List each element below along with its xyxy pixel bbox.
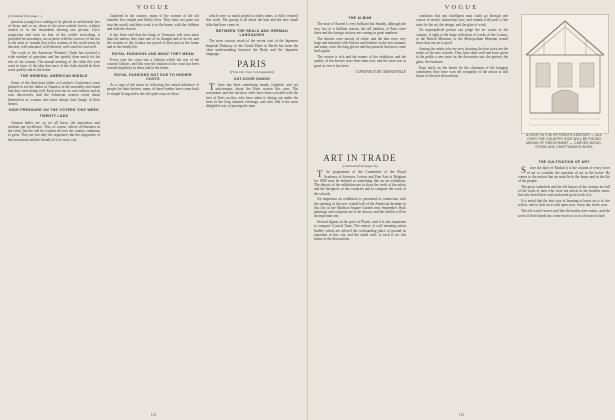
signature: CONSTANCE DE GRANGEVILLE <box>355 69 406 74</box>
paragraph: German ladies are, as we all know, the innovators and students par excellence. This, of course, affects all business in the cities, but the call for women all over the country continues to grow. They are not only the organizers but the supporters of the movement and the friends of it in every city. <box>8 120 100 142</box>
paragraph: Kept fairly on the bench by the chairman of the hanging committee, they have won the sympathy of the artists in this house of the new decorations. <box>416 65 508 79</box>
right-column-1b <box>314 150 406 404</box>
page-number-right: 115 <box>458 413 465 417</box>
figure-caption: A ROOF IN THE FIFTEENTH CENTURY — ALL OVER THE COUNTRY SIDE WILL BE FOUND MEANS OF ENRICHMENT — CARVED WOOD, STONE AND CRAFTSMAN'S WORK <box>526 133 602 149</box>
paragraph: It is noted that the best way of learning to know art is to live with it, and to look on it with open eyes, every day in the year. <box>518 199 610 208</box>
roof-illustration <box>522 15 608 133</box>
article-title-art-in-trade: ART IN TRADE <box>323 153 397 163</box>
section-heading: BETWEEN THE REALS AND GERMAN LANGUAGES <box>216 28 288 37</box>
correspondent-byline: (From Our Own Correspondent) <box>229 70 275 75</box>
paragraph: The taste of Kornel is very brilliant but Sunday, although the very last of a brilliant season, the old families of Paris were there and the foreign visitors are coming in great numbers. <box>314 22 406 35</box>
paragraph: Every year the court sets a fashion which the rest of the country follows, and this year the fashion of the court has been toward simplicity in dress and in the home. <box>107 57 199 71</box>
page-number-left: 114 <box>150 413 157 417</box>
section-heading: OUT-DOOR DINING <box>233 76 271 81</box>
section-heading: TWENTY LADS <box>39 114 69 119</box>
running-head-left: VOGUE <box>136 4 171 11</box>
paragraph: The programme of the Committee of the Royal Academy of Sciences, Letters and Fine Arts of Belgium for 1899 may be defined as something like an art exhibition. The objects of the exhibition are to show the work of the artists and the designers of the countries and to compare the work of the schools. <box>314 169 406 196</box>
paragraph: The work of the American Women's Clubs has touched a wide number of questions and has quietly done much for the rest of our country. The annual meeting of the clubs this year went in favor of the idea that most of the clubs should do their work quietly and in the home. <box>8 51 100 73</box>
section-heading: THE GENERAL AMERICAN MIDDLE <box>20 74 88 79</box>
paragraph: The old wood-carvers and the old smiths were artists, and the work of their hands has come down to us as a lesson in taste. <box>518 209 610 218</box>
paragraph: The most curious result of the recent visit of the Japanese Imperial Embassy to the Grand Duke in Berlin has been the clear understanding between the Reals and the Japanese language. <box>206 39 298 56</box>
paragraph: condition that any intelligent man could go through one course of artistic instruction now, and remain with such a fine taste for the art, the design, and the plan of work. <box>416 14 508 27</box>
left-column-2 <box>107 14 199 404</box>
paragraph: Among the artists who are now showing the best work are the artists of the new schools. They have done well and have given to the public a new taste for the decorative arts, the pottery, the glass, the furniture. <box>416 46 508 64</box>
paragraph: Several figures in the price of Plastic, and it is also important to compare Cynical Taste. The variety of well meaning artists findely which are offered the confounding place of ground its exponent of this city, and the small craft, to each is for this house of the decorations. <box>314 220 406 242</box>
section-heading: HIGH PRESSURE ON THE VOTERS THIS WEEK <box>8 108 100 113</box>
section-heading: ROYAL FASHIONS NOT DUE TO HIGHER COSTS <box>114 72 192 81</box>
paragraph: The great cathedrals and the old houses of the country are full of the work of men who were not artists in the modern sense, but who loved their craft and made good work of it. <box>518 184 610 198</box>
paragraph: The dresses were mostly of white, and the hats were very large and trimmed with flowers and feathers in the new manner, and many wore the long gloves and the parasols that have come back again. <box>314 36 406 54</box>
illustration-roof <box>521 14 609 134</box>
paragraph: Some of the American ladies at London's Conference were pleased to see the ladies of America in the assembly and found that they were doing well. Each year has its own interest and its own discoveries, and the American women wrote about themselves as women who have always had charge of their homes. <box>8 80 100 106</box>
paragraph: The season is rich and the names of the exhibitors and the quality of the dresses were finer than ever, and the taste was as good as ever it has been. <box>314 55 406 68</box>
running-head-right: VOGUE <box>444 4 479 11</box>
section-heading: ROYAL FASHIONS AND WHAT THEY MEAN <box>112 51 194 56</box>
continued-note: (Continued from page 26) <box>342 164 378 168</box>
paragraph: Gathered in the country, many of the women of the old families live simple and thrifty lives. They have not gone out into the world, and their work is in the home, with the children and with the church. <box>107 14 199 31</box>
paragraph: Since the days of Ruskin it is the custom of every lover of art to consider the question of art in the home. He comes to the notion that art must be in the home and in the life of the people. <box>518 165 610 183</box>
paragraph: As a sign of the times in following the actual influence of people for their interest, many of these leaders have come back to simple living and to the old quiet ways of dress. <box>107 83 199 96</box>
paragraph: No unprejudiced person can judge the art works of the country. A sight at the large collection of works of the Louvre, or the British Museum, or the Metropolitan Museum would show that our art is good. <box>416 28 508 46</box>
left-column-3 <box>206 14 298 404</box>
paragraph: It has been said that the kings of Germany rule over more than the nation; they take care of its thought and of its art, and the women of the country are proud of their part in the home and in the family life. <box>107 32 199 50</box>
continued-note: (Continued from page ...) <box>8 14 43 18</box>
paragraph: precious young lives waiting to be placed in sufficiently few of them, and so on, down to the poor outside forces, without ceased or as the incumbent missing one picture. Life's suspicions and even its fear of the world: everything is provided for nowadays, are at peace with the sorrows of the tier to the taste of women that every woman of the world must be discreet, well educated, well-dressed, well cared for and well. <box>8 19 100 50</box>
right-page <box>308 0 615 420</box>
paragraph: An important art exhibition is presented in connection with the opening of the new central hall of the American Institute in this city in the Madison Square Garden next September. Both paintings and sculpture are to be shown, and the exhibit will be an important one. <box>314 197 406 219</box>
section-heading: THE ALBUM <box>348 16 372 20</box>
article-title-paris: PARIS <box>237 59 267 70</box>
right-column-3 <box>518 158 610 404</box>
paragraph: There has been something steady, frightful, and yet unfortunate, about the Paris season this year. The restaurants and the out-door cafés have been crowded with the best of Paris society, who have taken to dining out under the trees in the long summer evenings, and who find it the most delightful way of passing the time. <box>206 81 298 108</box>
left-column-1 <box>8 14 100 404</box>
paragraph: which were so much prized in olden times, is fully restored this week. The gossip is all about the hats and the new small felts that have come in. <box>206 14 298 27</box>
right-column-2 <box>416 14 508 404</box>
section-heading: THE CULTIVATION OF ART <box>538 160 590 164</box>
left-page <box>0 0 307 420</box>
